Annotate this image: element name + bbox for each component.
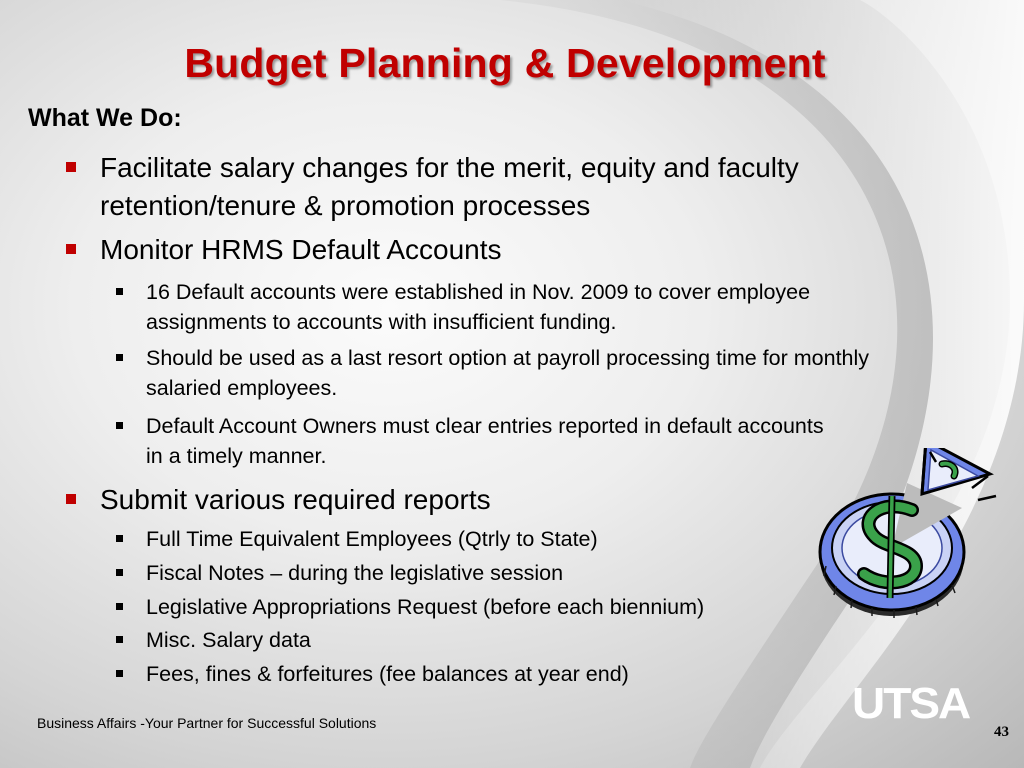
sub-bullet-text: Full Time Equivalent Employees (Qtrly to State) <box>146 527 598 551</box>
square-bullet-icon <box>116 636 123 643</box>
bullet-text: Monitor HRMS Default Accounts <box>100 234 502 265</box>
bullet-text: Facilitate salary changes for the merit, equity and faculty retention/tenure & promotion processes <box>100 152 799 221</box>
sub-bullet-item <box>116 524 916 554</box>
sub-bullet-text: Misc. Salary data <box>146 628 311 652</box>
dollar-coin-icon <box>812 448 1002 626</box>
page-number: 43 <box>994 724 1009 740</box>
square-bullet-icon <box>116 422 123 429</box>
square-bullet-icon <box>66 494 76 504</box>
sub-bullet-text: Legislative Appropriations Request (before each biennium) <box>146 595 705 619</box>
sub-bullet-item <box>116 277 916 337</box>
sub-bullet-text: Default Account Owners must clear entries reported in default accounts in a timely manner. <box>146 414 824 468</box>
square-bullet-icon <box>116 603 123 610</box>
bullet-item <box>66 149 866 225</box>
square-bullet-icon <box>116 670 123 677</box>
sub-bullet-item <box>116 558 916 588</box>
square-bullet-icon <box>116 535 123 542</box>
bullet-text: Submit various required reports <box>100 484 491 515</box>
sub-bullet-text: Should be used as a last resort option at payroll processing time for monthly salaried employees. <box>146 346 870 400</box>
utsa-logo: UTSA <box>852 678 970 728</box>
sub-bullet-item <box>116 659 916 689</box>
sub-bullet-item <box>116 411 846 471</box>
section-heading: What We Do: <box>28 104 182 132</box>
sub-bullet-text: Fees, fines & forfeitures (fee balances at year end) <box>146 662 629 686</box>
slide-title: Budget Planning & Development <box>184 40 826 86</box>
sub-bullet-text: Fiscal Notes – during the legislative session <box>146 561 564 585</box>
bullet-item <box>66 481 866 519</box>
sub-bullet-text: 16 Default accounts were established in Nov. 2009 to cover employee assignments to accounts with insufficient funding. <box>146 280 811 334</box>
square-bullet-icon <box>116 288 123 295</box>
square-bullet-icon <box>66 244 76 254</box>
bullet-item <box>66 231 866 269</box>
sub-bullet-item <box>116 343 916 403</box>
square-bullet-icon <box>66 162 76 172</box>
square-bullet-icon <box>116 354 123 361</box>
sub-bullet-item <box>116 625 916 655</box>
square-bullet-icon <box>116 569 123 576</box>
sub-bullet-item <box>116 592 916 622</box>
footer-text: Business Affairs -Your Partner for Successful Solutions <box>37 715 377 731</box>
